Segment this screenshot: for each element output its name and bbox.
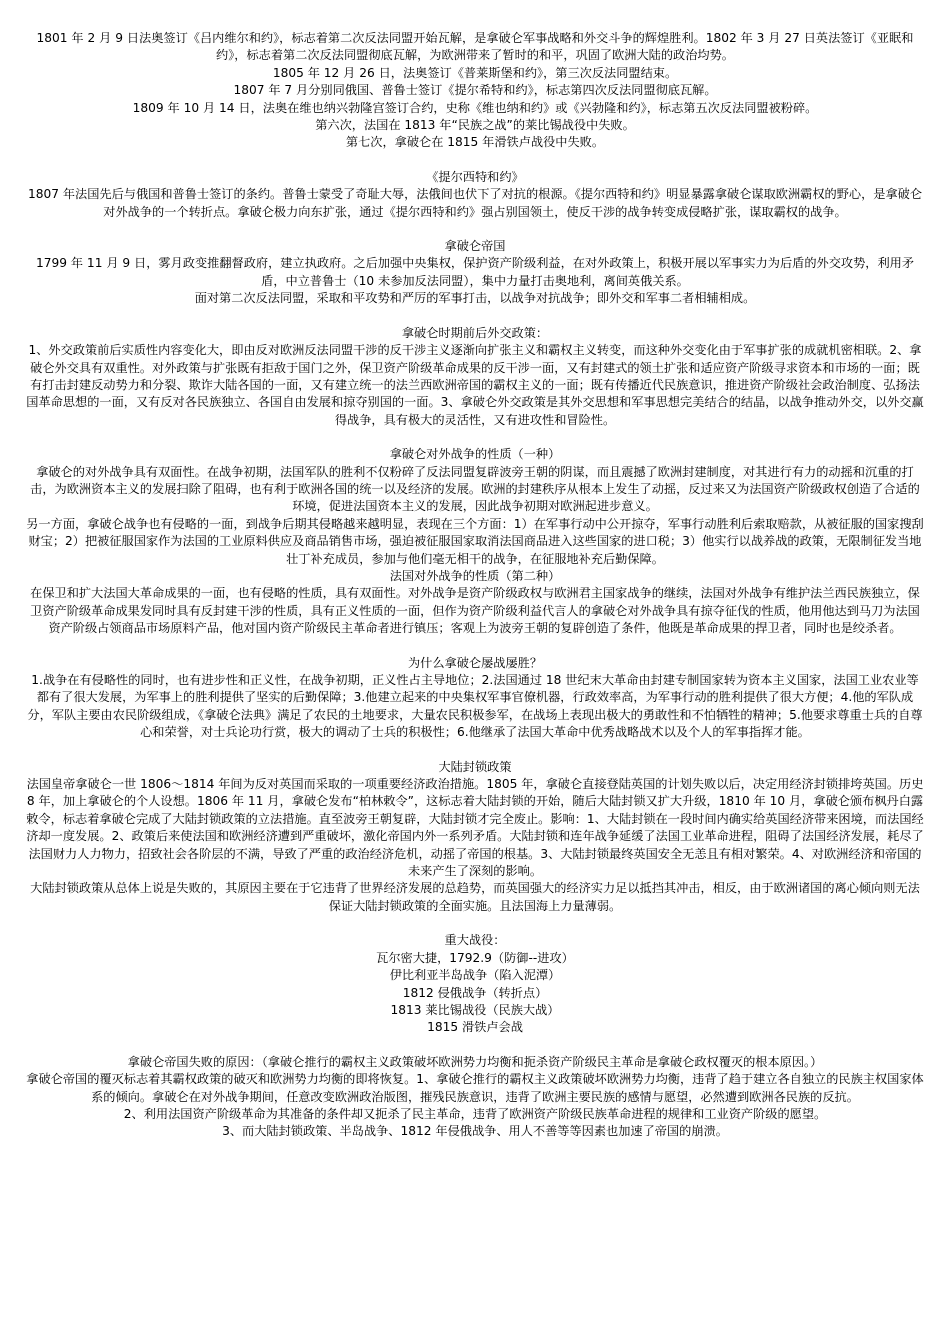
section-title-battles: 重大战役： — [444, 933, 506, 948]
blockade-paragraph-1: 法国皇帝拿破仑一世 1806～1814 年间为反对英国而采取的一项重要经济政治措施。1805 年，拿破仑直接登陆英国的计划失败以后，决定用经济封锁排垮英国。历史 8 年，加上拿破仑的个人设想。1806 年 11 月，拿破仑发布“柏林敕令”，这标志着大陆封锁的开始，随后大陆封锁又扩大升级，1810 年 10 月，拿破仑颁布枫丹白露敕令，标志着拿破仑完成了大陆封锁政策的立法措施。直至波旁王朝复辟，大陆封锁才完全废止。影响：1、大陆封锁在一段时间内确实给英国经济带来困境，而法国经济却一度发展。2、政策后来使法国和欧洲经济遭到严重破坏，激化帝国内外一系列矛盾。大陆封锁和连年战争延缓了法国工业革命进程，阻碍了法国经济发展，耗尽了法国财力人力物力，招致社会各阶层的不满，导致了严重的政治经济危机，动摇了帝国的根基。3、大陆封锁最终英国安全无恙且有相对繁荣。4、对欧洲经济和帝国的未来产生了深刻的影响。 — [26, 777, 924, 879]
spacer — [26, 221, 924, 238]
section-title-war-nature-2: 法国对外战争的性质（第二种） — [389, 568, 561, 583]
failure-section — [26, 1054, 924, 1141]
battle-item: 瓦尔密大捷，1792.9（防御--进攻） — [376, 950, 574, 965]
battle-item: 伊比利亚半岛战争（陷入泥潭） — [389, 968, 561, 983]
failure-paragraph-1: 拿破仑帝国的覆灭标志着其霸权政策的破灭和欧洲势力均衡的即将恢复。1、拿破仑推行的霸权主义政策破坏欧洲势力均衡，违背了趋于建立各自独立的民族主权国家体系的倾向。拿破仑在对外战争期间，任意改变欧洲政治版图，摧残民族意识，违背了欧洲主要民族的感情与愿望，必然遭到欧洲各民族的反抗。 — [26, 1072, 924, 1104]
section-title-empire: 拿破仑帝国 — [444, 239, 506, 254]
intro-line-5: 第六次，法国在 1813 年“民族之战”的莱比锡战役中失败。 — [315, 118, 635, 133]
war-nature-1-section — [26, 446, 924, 568]
intro-section — [26, 30, 924, 152]
battles-section — [26, 932, 924, 1036]
intro-line-2: 1805 年 12 月 26 日，法奥签订《普莱斯堡和约》，第三次反法同盟结束。 — [272, 65, 678, 80]
battle-item: 1812 侵俄战争（转折点） — [402, 985, 548, 1000]
blockade-paragraph-2: 大陆封锁政策从总体上说是失败的，其原因主要在于它违背了世界经济发展的总趋势，而英国强大的经济实力足以抵挡其冲击，相反，由于欧洲诸国的离心倾向则无法保证大陆封锁政策的全面实施。且法国海上力量薄弱。 — [30, 881, 920, 913]
intro-line-4: 1809 年 10 月 14 日，法奥在维也纳兴勃隆宫签订合约，史称《维也纳和约》或《兴勃隆和约》，标志第五次反法同盟被粉碎。 — [132, 100, 818, 115]
tilsit-text: 1807 年法国先后与俄国和普鲁士签订的条约。普鲁士蒙受了奇耻大辱，法俄间也伏下了对抗的根源。《提尔西特和约》明显暴露拿破仑谋取欧洲霸权的野心，是拿破仑对外战争的一个转折点。拿破仑极力向东扩张，通过《提尔西特和约》强占别国领土，使反干涉的战争转变成侵略扩张，谋取霸权的战争。 — [27, 187, 923, 219]
battle-item: 1813 莱比锡战役（民族大战） — [390, 1002, 560, 1017]
victory-text: 1.战争在有侵略性的同时，也有进步性和正义性，在战争初期，正义性占主导地位；2.法国通过 18 世纪末大革命由封建专制国家转为资本主义国家，法国工业农业等都有了很大发展，为军事上的胜利提供了坚实的后勤保障；3.他建立起来的中央集权军事官僚机器，行政效率高，为军事行动的胜利提供了很大方便；4.他的军队成分，军队主要由农民阶级组成，《拿破仑法典》满足了农民的土地要求，大量农民积极参军，在战场上表现出极大的勇敢性和不怕牺牲的精神；5.他要求尊重士兵的自尊心和荣誉，对士兵论功行赏，极大的调动了士兵的积极性；6.他继承了法国大革命中优秀战略战术以及个人的军事指挥才能。 — [27, 673, 923, 740]
spacer — [26, 429, 924, 446]
war-nature-1-paragraph-1: 拿破仑的对外战争具有双面性。在战争初期，法国军队的胜利不仅粉碎了反法同盟复辟波旁王朝的阴谋，而且震撼了欧洲封建制度，对其进行有力的动摇和沉重的打击，为欧洲资本主义的发展扫除了阻碍，也有利于欧洲各国的统一以及经济的发展。欧洲的封建秩序从根本上发生了动摇，反过来又为法国资产阶级政权创造了合适的环境，促进法国资本主义的发展，因此战争初期对欧洲起进步意义。 — [30, 464, 920, 514]
tilsit-section — [26, 169, 924, 221]
victory-section — [26, 655, 924, 742]
section-title-victory: 为什么拿破仑屡战屡胜？ — [407, 655, 543, 670]
war-nature-1-paragraph-2: 另一方面，拿破仑战争也有侵略的一面，到战争后期其侵略越来越明显，表现在三个方面：1）在军事行动中公开掠夺，军事行动胜利后索取赔款，从被征服的国家搜刮财宝；2）把被征服国家作为法国的工业原料供应及商品销售市场，强迫被征服国家取消法国商品进入这些国家的进口税；3）他实行以战养战的政策，无限制征发当地壮丁补充成员，参加与他们毫无相干的战争，在征服地补充后勤保障。 — [26, 516, 924, 566]
spacer — [26, 742, 924, 759]
intro-line-6: 第七次，拿破仑在 1815 年滑铁卢战役中失败。 — [345, 135, 605, 150]
blockade-section — [26, 759, 924, 916]
empire-paragraph-2: 面对第二次反法同盟，采取和平攻势和严厉的军事打击，以战争对抗战争；即外交和军事二者相辅相成。 — [194, 291, 756, 306]
spacer — [26, 1037, 924, 1054]
intro-line-1: 1801 年 2 月 9 日法奥签订《吕内维尔和约》，标志着第二次反法同盟开始瓦解，是拿破仑军事战略和外交斗争的辉煌胜利。1802 年 3 月 27 日英法签订《亚眠和约》，标志着第二次反法同盟彻底瓦解，为欧洲带来了暂时的和平，巩固了欧洲大陆的政治均势。 — [36, 31, 914, 63]
spacer — [26, 915, 924, 932]
spacer — [26, 308, 924, 325]
section-title-tilsit: 《提尔西特和约》 — [426, 169, 524, 184]
intro-line-3: 1807 年 7 月分别同俄国、普鲁士签订《提尔希特和约》，标志第四次反法同盟彻底瓦解。 — [233, 83, 717, 98]
spacer — [26, 152, 924, 169]
spacer — [26, 638, 924, 655]
empire-section — [26, 238, 924, 308]
war-nature-2-section — [26, 568, 924, 638]
section-title-blockade: 大陆封锁政策 — [438, 759, 512, 774]
diplomacy-section — [26, 325, 924, 429]
section-title-war-nature-1: 拿破仑对外战争的性质（一种） — [389, 447, 561, 462]
section-title-diplomacy: 拿破仑时期前后外交政策： — [401, 325, 549, 340]
section-title-failure: 拿破仑帝国失败的原因：（拿破仑推行的霸权主义政策破坏欧洲势力均衡和扼杀资产阶级民主革命是拿破仑政权覆灭的根本原因。） — [127, 1054, 823, 1069]
war-nature-2-text: 在保卫和扩大法国大革命成果的一面，也有侵略的性质，具有双面性。对外战争是资产阶级政权与欧洲君主国家战争的继续，法国对外战争有维护法兰西民族独立，保卫资产阶级革命成果发同时具有反封建干涉的性质，具有正义性质的一面，但作为资产阶级利益代言人的拿破仑对外战争具有掠夺征伐的性质，他用他达到马刀为法国资产阶级占领商品市场原料产品，他对国内资产阶级民主革命者进行镇压；客观上为波旁王朝的复辟创造了条件，他既是革命成果的捍卫者，同时也是绞杀者。 — [30, 586, 920, 636]
empire-paragraph-1: 1799 年 11 月 9 日，雾月政变推翻督政府，建立执政府。之后加强中央集权，保护资产阶级利益，在对外政策上，积极开展以军事实力为后盾的外交攻势，利用矛盾，中立普鲁士（10 未参加反法同盟），集中力量打击奥地利，离间英俄关系。 — [35, 256, 915, 288]
battle-item: 1815 滑铁卢会战 — [427, 1020, 523, 1035]
diplomacy-text: 1、外交政策前后实质性内容变化大，即由反对欧洲反法同盟干涉的反干涉主义逐渐向扩张主义和霸权主义转变，而这种外交变化由于军事扩张的成就机密相联。2、拿破仑外交具有双重性。对外政策与扩张既有拒敌于国门之外，保卫资产阶级革命成果的反干涉一面，又有封建式的领土扩张和适应资产阶级寻求资本和市场的一面；既有打击封建反动势力和分裂、欺诈大陆各国的一面，又有建立统一的法兰西欧洲帝国的霸权主义的一面；既有传播近代民族意识，推进资产阶级社会政治制度、弘扬法国革命思想的一面，又有反对各民族独立、各国自由发展和掠夺别国的一面。3、拿破仑外交政策是其外交思想和军事思想完美结合的结晶，以战争推动外交，以外交赢得战争，具有极大的灵活性，又有进攻性和冒险性。 — [26, 343, 924, 427]
failure-paragraph-2: 2、利用法国资产阶级革命为其准备的条件却又扼杀了民主革命，违背了欧洲资产阶级民族革命进程的规律和工业资产阶级的愿望。 — [123, 1106, 827, 1121]
failure-paragraph-3: 3、而大陆封锁政策、半岛战争、1812 年侵俄战争、用人不善等等因素也加速了帝国的崩溃。 — [222, 1124, 728, 1139]
